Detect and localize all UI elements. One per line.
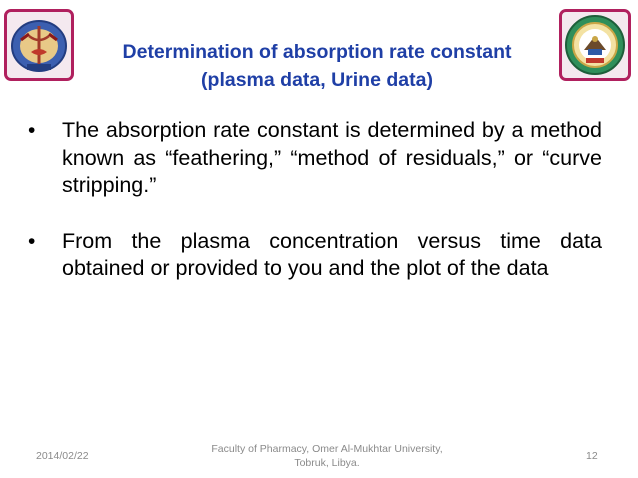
slide-title-line2: (plasma data, Urine data) bbox=[201, 69, 433, 91]
university-logo bbox=[559, 9, 631, 81]
pharmacy-faculty-emblem-icon bbox=[7, 12, 71, 78]
faculty-logo bbox=[4, 9, 74, 81]
bullet-item bbox=[28, 117, 602, 200]
bullet-text: The absorption rate constant is determined by a method known as “feathering,” “method of residuals,” or “curve stripping.” bbox=[62, 118, 602, 197]
footer-page-number: 12 bbox=[586, 450, 598, 462]
bullet-icon: • bbox=[28, 119, 36, 142]
bullet-item bbox=[28, 228, 602, 283]
footer-institution: Faculty of Pharmacy, Omer Al-Mukhtar University, Tobruk, Libya. bbox=[211, 443, 443, 469]
footer-date: 2014/02/22 bbox=[36, 450, 89, 462]
bullet-icon: • bbox=[28, 229, 36, 253]
bullet-list bbox=[28, 117, 602, 283]
slide-title-line1: Determination of absorption rate constant bbox=[122, 41, 512, 63]
slide-title bbox=[80, 38, 554, 94]
university-seal-icon bbox=[562, 12, 628, 78]
bullet-text: From the plasma concentration versus time data obtained or provided to you and the plot of the data bbox=[62, 228, 602, 280]
